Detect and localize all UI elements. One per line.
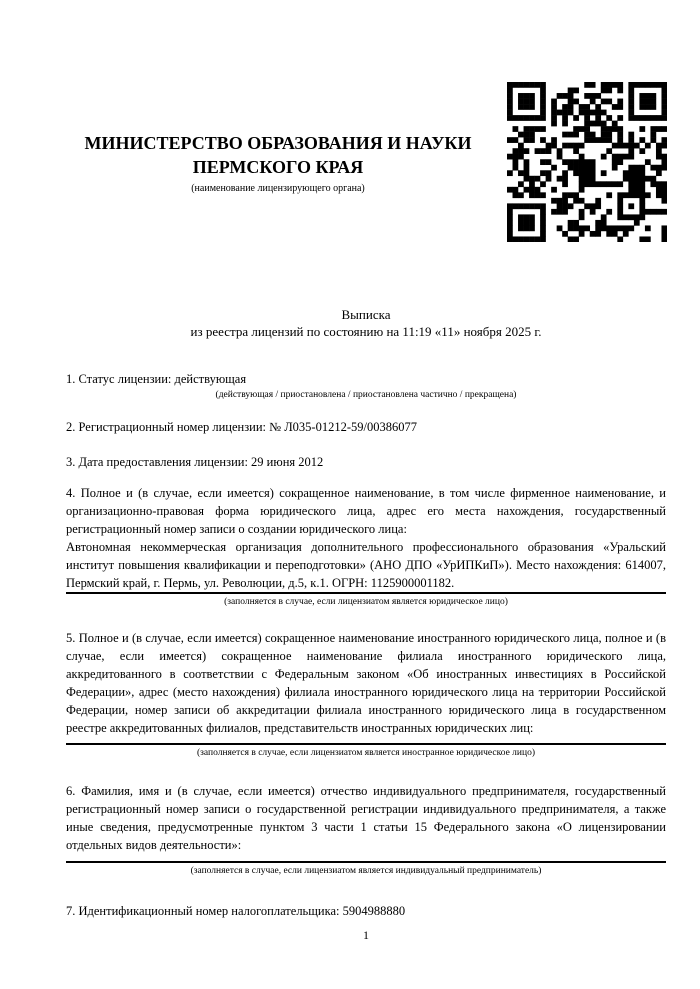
entrepreneur-caption: (заполняется в случае, если лицензиатом является индивидуальный предприниматель) [190,866,542,876]
ministry-header [66,131,490,195]
document-title-line1: Выписка [341,307,391,322]
ministry-name-line2: ПЕРМСКОГО КРАЯ [192,157,364,177]
item-license-status: 1. Статус лицензии: действующая [66,372,247,386]
item-registration-number: 2. Регистрационный номер лицензии: № Л035-01212-59/00386077 [66,420,417,434]
page-number: 1 [363,928,369,942]
item-grant-date: 3. Дата предоставления лицензии: 29 июня 2012 [66,455,324,469]
license-status-options-caption: (действующая / приостановлена / приостановлена частично / прекращена) [215,390,517,400]
qr-code-pattern [507,82,667,242]
item-foreign-entity-label: 5. Полное и (в случае, если имеется) сокращенное наименование иностранного юридического лица, полное и (в случае, если имеется) сокращенное наименование филиала иностранного юридического лица, аккредитованного в соответствии с Федеральным законом «Об иностранных инвестициях в Российской Федерации», адрес (место нахождения) филиала иностранного юридического лица на территории Российской Федерации, номер записи об аккредитации филиала иностранного юридического лица в государственном реестре аккредитованных филиалов, представительств иностранных юридических лиц: [66,631,666,735]
entrepreneur-fill-line [66,861,666,863]
qr-code [507,82,667,242]
document-body [66,306,666,920]
ministry-caption: (наименование лицензирующего органа) [191,183,365,194]
item-legal-entity-label: 4. Полное и (в случае, если имеется) сокращенное наименование, в том числе фирменное наименование, и организационно-правовая форма юридического лица, адрес его места нахождения, государственный регистрационный номер записи о создании юридического лица: [66,486,666,536]
document-title [66,306,666,340]
legal-entity-caption: (заполняется в случае, если лицензиатом является юридическое лицо) [224,597,508,607]
item-taxpayer-number: 7. Идентификационный номер налогоплательщика: 5904988880 [66,904,406,918]
item-legal-entity-value: Автономная некоммерческая организация дополнительного профессионального образования «Уральский институт повышения квалификации и переподготовки» (АНО ДПО «УрИПКиП»). Место нахождения: 614007, Пермский край, г. Пермь, ул. Революции, д.5, к.1. ОГРН: 1125900001182. [66,540,666,590]
legal-entity-fill-line [66,592,666,594]
document-title-line2: из реестра лицензий по состоянию на 11:19 «11» ноября 2025 г. [190,324,542,339]
item-entrepreneur-label: 6. Фамилия, имя и (в случае, если имеется) отчество индивидуального предпринимателя, государственный регистрационный номер записи о государственной регистрации индивидуального предпринимателя, а также иные сведения, предусмотренные пунктом 3 части 1 статьи 15 Федерального закона «О лицензировании отдельных видов деятельности»: [66,784,666,852]
foreign-entity-fill-line [66,743,666,745]
foreign-entity-caption: (заполняется в случае, если лицензиатом является иностранное юридическое лицо) [197,748,535,758]
ministry-name-line1: МИНИСТЕРСТВО ОБРАЗОВАНИЯ И НАУКИ [84,133,472,153]
